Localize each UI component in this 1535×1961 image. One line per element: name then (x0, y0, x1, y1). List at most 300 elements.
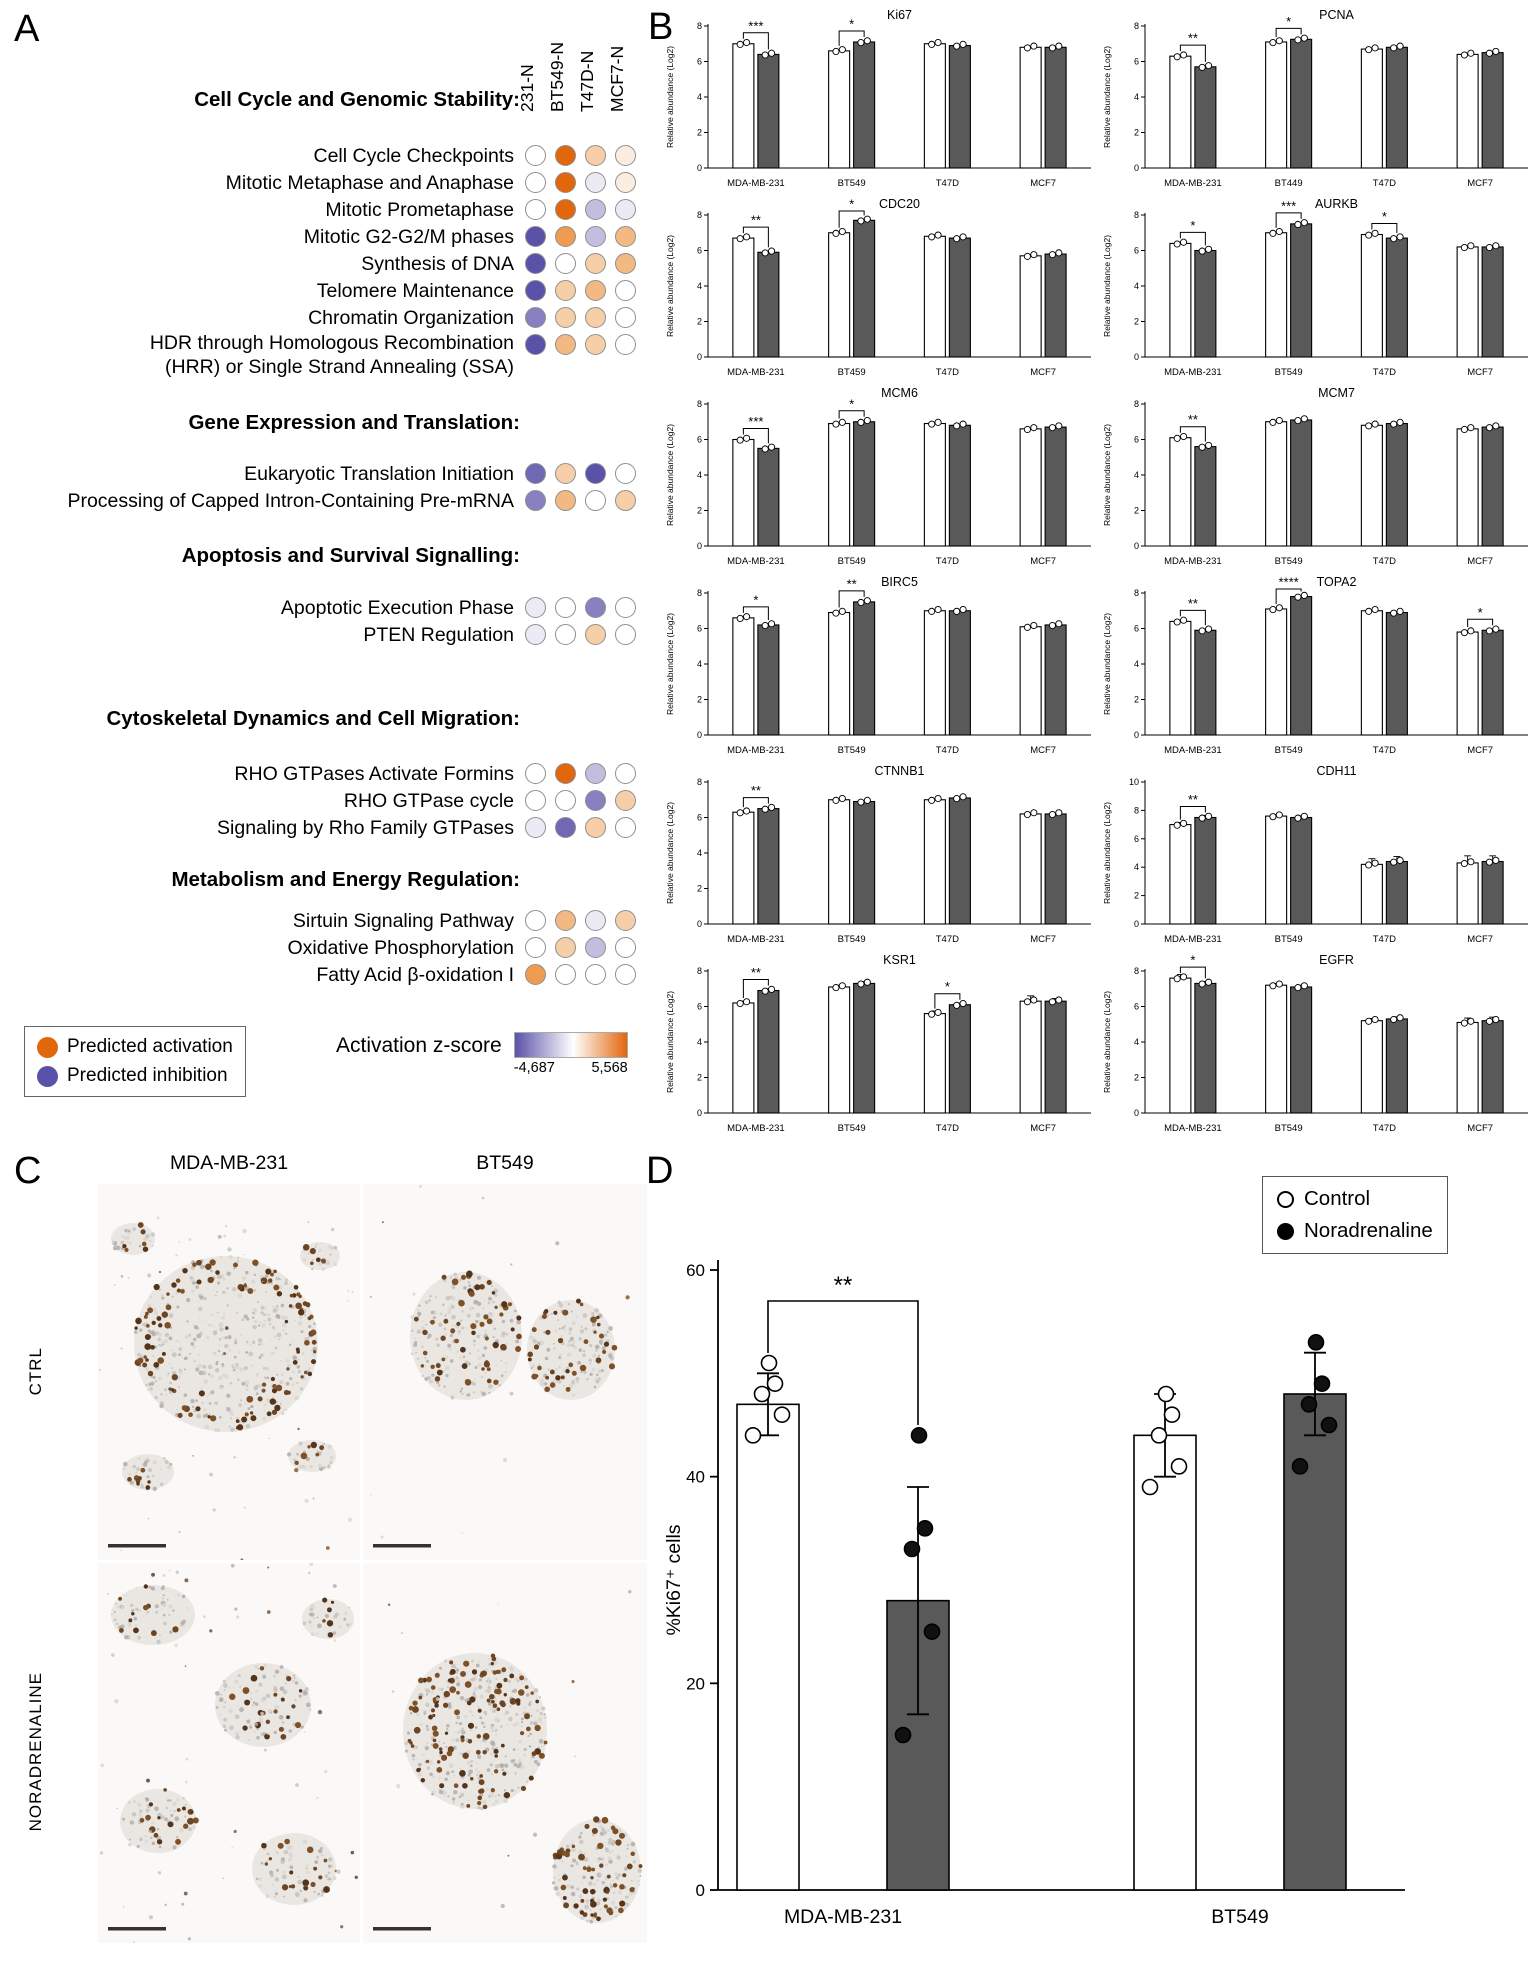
legend-label: Predicted inhibition (67, 1065, 228, 1086)
svg-text:2: 2 (696, 694, 702, 705)
pathway-activation-dot (525, 910, 546, 931)
svg-text:MDA-MB-231: MDA-MB-231 (1164, 367, 1222, 378)
pathway-heatmap (0, 88, 652, 988)
zscore-title: Activation z-score (336, 1034, 502, 1057)
pathway-activation-dot (555, 463, 576, 484)
svg-text:***: *** (748, 18, 764, 34)
pathway-label: Processing of Capped Intron-Containing Pre-mRNA (67, 489, 514, 512)
svg-text:*: * (944, 979, 950, 995)
zscore-min-label: -4,687 (513, 1060, 555, 1076)
section-heading: Cytoskeletal Dynamics and Cell Migration: (106, 707, 520, 730)
pathway-activation-dot (555, 334, 576, 355)
svg-text:AURKB: AURKB (1314, 197, 1359, 211)
svg-text:MDA-MB-231: MDA-MB-231 (1164, 745, 1222, 756)
svg-text:TOPA2: TOPA2 (1316, 575, 1357, 589)
svg-text:CDC20: CDC20 (879, 197, 920, 211)
svg-text:Relative abundance (Log2): Relative abundance (Log2) (1102, 612, 1112, 716)
section-heading: Metabolism and Energy Regulation: (171, 868, 520, 891)
svg-text:2: 2 (1133, 127, 1139, 138)
pathway-label: Eukaryotic Translation Initiation (244, 462, 514, 485)
pathway-label: PTEN Regulation (363, 623, 514, 646)
svg-text:CTNNB1: CTNNB1 (874, 764, 925, 778)
svg-text:**: ** (750, 783, 761, 799)
svg-text:MDA-MB-231: MDA-MB-231 (1164, 1123, 1222, 1134)
pathway-activation-dot (525, 490, 546, 511)
svg-text:0: 0 (1133, 730, 1139, 740)
svg-text:BT459: BT459 (837, 367, 866, 378)
svg-text:4: 4 (696, 848, 702, 858)
svg-text:T47D: T47D (1372, 745, 1396, 756)
svg-text:0: 0 (696, 163, 702, 173)
legend-dot-icon (37, 1066, 58, 1087)
pathway-activation-dot (615, 172, 636, 193)
pathway-activation-dot (615, 334, 636, 355)
pathway-row (0, 250, 652, 277)
ki67-quantification-chart (660, 1235, 1535, 1960)
pathway-label: Sirtuin Signaling Pathway (292, 909, 514, 932)
heatmap-column-header: BT549-N (547, 41, 567, 112)
svg-text:0: 0 (696, 1108, 702, 1118)
pathway-activation-dot (585, 463, 606, 484)
pathway-activation-dot (555, 172, 576, 193)
bar-chart-svg (1099, 384, 1535, 573)
svg-text:**: ** (1187, 412, 1198, 428)
svg-text:*: * (849, 396, 855, 412)
pathway-label: Mitotic G2-G2/M phases (303, 225, 514, 248)
svg-text:T47D: T47D (935, 178, 959, 189)
svg-text:T47D: T47D (1372, 934, 1396, 945)
svg-text:4: 4 (696, 470, 702, 480)
pathway-activation-dot (555, 763, 576, 784)
panel-c-label: C (14, 1150, 42, 1192)
pathway-activation-dot (525, 790, 546, 811)
pathway-activation-dot (525, 964, 546, 985)
panel-d-label: D (646, 1150, 674, 1192)
gene-chart-TOPA2 (1099, 573, 1535, 762)
svg-text:4: 4 (1133, 1037, 1139, 1047)
pathway-activation-dot (555, 624, 576, 645)
svg-text:6: 6 (696, 56, 702, 67)
svg-text:*: * (1381, 209, 1387, 225)
heatmap-column-header: MCF7-N (607, 45, 627, 112)
svg-text:2: 2 (696, 1072, 702, 1083)
svg-text:KSR1: KSR1 (883, 953, 916, 967)
svg-text:6: 6 (1133, 434, 1139, 445)
bar-chart-svg (662, 384, 1099, 573)
svg-text:T47D: T47D (935, 934, 959, 945)
svg-text:Relative abundance (Log2): Relative abundance (Log2) (665, 45, 675, 149)
svg-text:0: 0 (695, 1881, 705, 1900)
pathway-activation-dot (525, 172, 546, 193)
svg-text:*: * (849, 196, 855, 212)
svg-text:**: ** (750, 212, 761, 228)
ihc-row-label-noradrenaline: NORADRENALINE (26, 1672, 45, 1832)
pathway-activation-dot (555, 490, 576, 511)
pathway-activation-dot (525, 145, 546, 166)
svg-text:MDA-MB-231: MDA-MB-231 (727, 178, 785, 189)
bar-chart-svg (662, 762, 1099, 951)
svg-text:PCNA: PCNA (1319, 8, 1354, 22)
svg-text:BT549: BT549 (1274, 745, 1303, 756)
svg-text:MCF7: MCF7 (1030, 367, 1057, 378)
svg-text:8: 8 (696, 588, 702, 598)
pathway-label: Signaling by Rho Family GTPases (217, 816, 514, 839)
svg-text:MCF7: MCF7 (1467, 178, 1494, 189)
svg-text:BT549: BT549 (837, 556, 866, 567)
svg-text:%Ki67⁺ cells: %Ki67⁺ cells (663, 1524, 685, 1636)
pathway-activation-dot (615, 145, 636, 166)
pathway-activation-dot (525, 199, 546, 220)
svg-text:MDA-MB-231: MDA-MB-231 (727, 934, 785, 945)
pathway-activation-dot (555, 937, 576, 958)
svg-text:20: 20 (686, 1674, 705, 1694)
zscore-gradient-bar (514, 1032, 628, 1058)
pathway-activation-dot (585, 172, 606, 193)
open-circle-icon (1277, 1191, 1294, 1208)
pathway-activation-dot (585, 199, 606, 220)
svg-text:MDA-MB-231: MDA-MB-231 (1164, 178, 1222, 189)
svg-text:0: 0 (1133, 163, 1139, 173)
pathway-row (0, 487, 652, 514)
svg-text:Relative abundance (Log2): Relative abundance (Log2) (1102, 801, 1112, 905)
zscore-max-label: 5,568 (591, 1060, 628, 1076)
pathway-activation-dot (615, 253, 636, 274)
svg-text:4: 4 (1133, 470, 1139, 480)
scale-bar (373, 1927, 431, 1931)
bar-chart-svg (1099, 762, 1535, 951)
svg-text:2: 2 (1133, 890, 1139, 901)
gene-chart-EGFR (1099, 951, 1535, 1140)
svg-text:0: 0 (1133, 919, 1139, 929)
gene-chart-PCNA (1099, 6, 1535, 195)
section-heading: Gene Expression and Translation: (188, 411, 520, 434)
pathway-label: RHO GTPases Activate Formins (234, 762, 514, 785)
svg-text:**: ** (1187, 30, 1198, 46)
pathway-activation-dot (585, 226, 606, 247)
ki67-bar-chart-svg (660, 1235, 1535, 1955)
gene-chart-AURKB (1099, 195, 1535, 384)
gene-chart-MCM7 (1099, 384, 1535, 573)
svg-text:***: *** (748, 414, 764, 429)
svg-text:8: 8 (1133, 210, 1139, 220)
scale-bar (108, 1544, 166, 1548)
svg-text:MDA-MB-231: MDA-MB-231 (727, 556, 785, 567)
svg-text:MCM7: MCM7 (1318, 386, 1355, 400)
heatmap-column-header: T47D-N (577, 50, 597, 112)
ihc-image (98, 1563, 360, 1943)
pathway-activation-dot (615, 937, 636, 958)
pathway-label: Mitotic Metaphase and Anaphase (225, 171, 514, 194)
svg-text:4: 4 (1133, 659, 1139, 669)
svg-text:MCF7: MCF7 (1467, 934, 1494, 945)
pathway-activation-dot (555, 253, 576, 274)
pathway-label: Apoptotic Execution Phase (280, 596, 514, 619)
svg-text:8: 8 (696, 399, 702, 409)
pathway-activation-dot (615, 307, 636, 328)
pathway-activation-dot (555, 145, 576, 166)
pathway-activation-dot (525, 463, 546, 484)
svg-text:BT549: BT549 (837, 745, 866, 756)
pathway-label: Chromatin Organization (308, 306, 514, 329)
svg-text:**: ** (1187, 792, 1198, 807)
pathway-activation-dot (585, 624, 606, 645)
gene-chart-MCM6 (662, 384, 1099, 573)
svg-text:Relative abundance (Log2): Relative abundance (Log2) (1102, 234, 1112, 338)
svg-text:MCF7: MCF7 (1030, 934, 1057, 945)
svg-text:T47D: T47D (935, 556, 959, 567)
svg-text:BT549: BT549 (1274, 1123, 1303, 1134)
svg-text:8: 8 (696, 777, 702, 787)
svg-text:8: 8 (1133, 588, 1139, 598)
svg-text:MCF7: MCF7 (1030, 556, 1057, 567)
svg-text:MCF7: MCF7 (1467, 745, 1494, 756)
svg-text:MCF7: MCF7 (1467, 556, 1494, 567)
svg-text:BT449: BT449 (1274, 178, 1303, 189)
pathway-row (0, 760, 652, 787)
pathway-activation-dot (525, 763, 546, 784)
svg-text:*: * (1190, 217, 1196, 233)
svg-text:Relative abundance (Log2): Relative abundance (Log2) (1102, 990, 1112, 1094)
svg-text:CDH11: CDH11 (1316, 764, 1357, 778)
svg-text:*: * (849, 16, 855, 32)
pathway-activation-dot (585, 937, 606, 958)
legend-item (37, 1065, 233, 1087)
svg-text:8: 8 (1133, 805, 1139, 816)
svg-text:8: 8 (696, 210, 702, 220)
svg-text:2: 2 (1133, 505, 1139, 516)
ihc-image (98, 1184, 360, 1560)
pathway-activation-dot (615, 817, 636, 838)
pathway-row (0, 331, 652, 379)
pathway-activation-dot (555, 790, 576, 811)
gene-chart-KSR1 (662, 951, 1099, 1140)
svg-text:6: 6 (1133, 245, 1139, 256)
pathway-row (0, 814, 652, 841)
svg-text:****: **** (1278, 574, 1299, 590)
svg-text:8: 8 (1133, 21, 1139, 31)
svg-text:4: 4 (696, 281, 702, 291)
svg-text:EGFR: EGFR (1319, 953, 1354, 967)
pathway-activation-dot (585, 334, 606, 355)
legend-label: Predicted activation (67, 1036, 233, 1057)
svg-text:**: ** (750, 965, 761, 981)
svg-text:60: 60 (686, 1261, 705, 1280)
svg-text:**: ** (1187, 595, 1198, 611)
pathway-row (0, 787, 652, 814)
svg-text:0: 0 (1133, 541, 1139, 551)
pathway-activation-dot (615, 624, 636, 645)
legend-label: Control (1304, 1187, 1371, 1210)
svg-text:T47D: T47D (935, 745, 959, 756)
heatmap-column-header: 231-N (517, 64, 537, 112)
gene-chart-CDC20 (662, 195, 1099, 384)
svg-text:MDA-MB-231: MDA-MB-231 (727, 367, 785, 378)
pathway-activation-dot (525, 307, 546, 328)
svg-text:0: 0 (696, 541, 702, 551)
gene-chart-CTNNB1 (662, 762, 1099, 951)
legend-item (37, 1036, 233, 1058)
bar-chart-svg (1099, 951, 1535, 1140)
ihc-mda-mb-231-ctrl (98, 1184, 360, 1560)
svg-text:T47D: T47D (1372, 1123, 1396, 1134)
svg-text:T47D: T47D (935, 1123, 959, 1134)
svg-text:Relative abundance (Log2): Relative abundance (Log2) (665, 234, 675, 338)
svg-text:MDA-MB-231: MDA-MB-231 (727, 745, 785, 756)
pathway-activation-dot (615, 790, 636, 811)
svg-text:*: * (1286, 13, 1292, 29)
svg-text:**: ** (846, 576, 857, 592)
pathway-activation-dot (525, 253, 546, 274)
pathway-label: Cell Cycle Checkpoints (313, 144, 514, 167)
svg-text:Relative abundance (Log2): Relative abundance (Log2) (665, 801, 675, 905)
svg-text:MDA-MB-231: MDA-MB-231 (727, 1123, 785, 1134)
svg-text:0: 0 (696, 352, 702, 362)
svg-text:BT549: BT549 (1211, 1906, 1269, 1928)
gene-abundance-charts (662, 6, 1535, 1140)
zscore-bar-group (514, 1032, 628, 1076)
ihc-image (363, 1563, 647, 1943)
pathway-activation-dot (525, 280, 546, 301)
pathway-activation-dot (585, 253, 606, 274)
pathway-activation-dot (525, 226, 546, 247)
bar-chart-svg (1099, 573, 1535, 762)
bar-chart-svg (1099, 6, 1535, 195)
pathway-activation-dot (615, 463, 636, 484)
pathway-activation-dot (555, 280, 576, 301)
pathway-label: Synthesis of DNA (361, 252, 514, 275)
ihc-column-title-mda-mb-231: MDA-MB-231 (169, 1152, 289, 1174)
gene-chart-CDH11 (1099, 762, 1535, 951)
svg-text:MCF7: MCF7 (1467, 1123, 1494, 1134)
pathway-activation-dot (615, 226, 636, 247)
pathway-activation-dot (615, 280, 636, 301)
bar-chart-svg (662, 6, 1099, 195)
svg-text:2: 2 (696, 316, 702, 327)
svg-text:Relative abundance (Log2): Relative abundance (Log2) (1102, 423, 1112, 527)
legend-label: Noradrenaline (1304, 1219, 1433, 1242)
pathway-row (0, 223, 652, 250)
svg-text:MCM6: MCM6 (881, 386, 918, 400)
pathway-activation-dot (585, 307, 606, 328)
pathway-activation-dot (585, 490, 606, 511)
svg-text:40: 40 (686, 1467, 705, 1487)
svg-text:T47D: T47D (935, 367, 959, 378)
svg-text:10: 10 (1128, 777, 1139, 787)
svg-text:BIRC5: BIRC5 (881, 575, 918, 589)
pathway-label: Mitotic Prometaphase (325, 198, 514, 221)
pathway-label: Oxidative Phosphorylation (287, 936, 514, 959)
svg-text:2: 2 (696, 505, 702, 516)
pathway-activation-dot (615, 964, 636, 985)
pathway-label: Telomere Maintenance (316, 279, 514, 302)
gene-chart-Ki67 (662, 6, 1099, 195)
legend-dot-icon (37, 1037, 58, 1058)
pathway-activation-dot (585, 280, 606, 301)
pathway-row (0, 304, 652, 331)
pathway-activation-dot (555, 597, 576, 618)
ihc-image-grid (98, 1184, 647, 1943)
svg-text:MCF7: MCF7 (1467, 367, 1494, 378)
svg-text:6: 6 (1133, 623, 1139, 634)
pathway-activation-dot (615, 199, 636, 220)
scale-bar (373, 1544, 431, 1548)
svg-text:6: 6 (1133, 1001, 1139, 1012)
pathway-activation-dot (555, 910, 576, 931)
svg-text:2: 2 (1133, 316, 1139, 327)
pathway-row (0, 907, 652, 934)
scale-bar (108, 1927, 166, 1931)
ihc-image (363, 1184, 647, 1560)
pathway-activation-dot (585, 964, 606, 985)
prediction-legend (24, 1026, 246, 1097)
svg-text:***: *** (1281, 198, 1297, 214)
pathway-activation-dot (585, 910, 606, 931)
pathway-activation-dot (615, 910, 636, 931)
pathway-activation-dot (615, 490, 636, 511)
pathway-activation-dot (525, 817, 546, 838)
svg-text:BT549: BT549 (1274, 367, 1303, 378)
svg-text:4: 4 (1133, 92, 1139, 102)
pathway-activation-dot (585, 763, 606, 784)
svg-text:MDA-MB-231: MDA-MB-231 (1164, 556, 1222, 567)
svg-text:Relative abundance (Log2): Relative abundance (Log2) (665, 612, 675, 716)
svg-text:0: 0 (1133, 1108, 1139, 1118)
pathway-activation-dot (555, 817, 576, 838)
pathway-activation-dot (585, 145, 606, 166)
svg-text:BT549: BT549 (837, 1123, 866, 1134)
svg-text:MCF7: MCF7 (1030, 178, 1057, 189)
pathway-activation-dot (525, 597, 546, 618)
svg-text:T47D: T47D (1372, 556, 1396, 567)
pathway-row (0, 169, 652, 196)
svg-text:MDA-MB-231: MDA-MB-231 (1164, 934, 1222, 945)
pathway-row (0, 961, 652, 988)
pathway-row (0, 621, 652, 648)
svg-text:6: 6 (1133, 56, 1139, 67)
svg-text:8: 8 (696, 966, 702, 976)
svg-text:8: 8 (1133, 966, 1139, 976)
svg-text:T47D: T47D (1372, 367, 1396, 378)
pathway-row (0, 594, 652, 621)
svg-text:MDA-MB-231: MDA-MB-231 (783, 1906, 903, 1928)
pathway-row (0, 142, 652, 169)
svg-text:*: * (753, 592, 759, 608)
svg-text:Relative abundance (Log2): Relative abundance (Log2) (665, 990, 675, 1094)
svg-text:6: 6 (1133, 833, 1139, 844)
svg-text:8: 8 (1133, 399, 1139, 409)
pathway-activation-dot (615, 597, 636, 618)
svg-text:Relative abundance (Log2): Relative abundance (Log2) (1102, 45, 1112, 149)
zscore-colorbar (336, 1032, 628, 1076)
svg-text:*: * (1477, 604, 1483, 620)
ihc-bt549-ctrl (363, 1184, 647, 1560)
svg-text:4: 4 (1133, 862, 1139, 873)
svg-text:BT549: BT549 (837, 934, 866, 945)
pathway-activation-dot (525, 334, 546, 355)
pathway-label: RHO GTPase cycle (343, 789, 514, 812)
section-heading: Apoptosis and Survival Signalling: (181, 544, 520, 567)
panel-b-label: B (648, 6, 674, 48)
pathway-activation-dot (555, 964, 576, 985)
svg-text:2: 2 (1133, 1072, 1139, 1083)
svg-text:4: 4 (696, 1037, 702, 1047)
ihc-mda-mb-231-noradrenaline (98, 1563, 360, 1943)
ihc-bt549-noradrenaline (363, 1563, 647, 1943)
svg-text:4: 4 (696, 659, 702, 669)
svg-text:4: 4 (696, 92, 702, 102)
pathway-row (0, 460, 652, 487)
bar-chart-svg (662, 951, 1099, 1140)
